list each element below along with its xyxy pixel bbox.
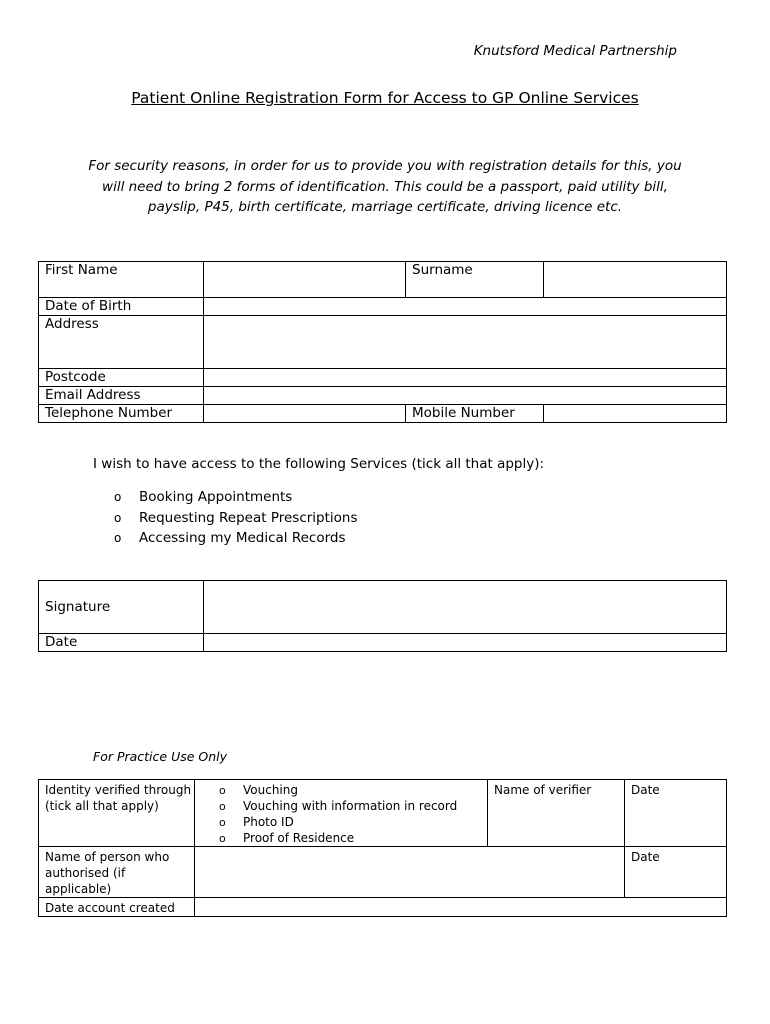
postcode-label: Postcode	[39, 369, 204, 387]
services-intro: I wish to have access to the following Services (tick all that apply):	[93, 456, 545, 472]
practice-use-heading: For Practice Use Only	[93, 749, 228, 764]
mobile-field[interactable]	[544, 405, 727, 423]
verification-option[interactable]	[195, 782, 487, 798]
name-of-verifier-label: Name of verifier	[488, 780, 625, 847]
address-label: Address	[39, 316, 204, 369]
verification-options	[195, 782, 487, 846]
checkbox-circle-icon[interactable]: o	[219, 784, 226, 797]
account-created-field[interactable]	[195, 898, 727, 917]
security-note: For security reasons, in order for us to provide you with registration details for this, you will need to bring 2 forms of identification. This could be a passport, paid utility bill, payslip, P45, birth certificate, marriage certificate, driving licence etc.	[88, 158, 682, 215]
signature-date-field[interactable]	[204, 634, 727, 652]
signature-table	[38, 580, 727, 652]
verification-option[interactable]	[195, 830, 487, 846]
verification-option-label: Proof of Residence	[243, 831, 355, 845]
checkbox-circle-icon[interactable]: o	[114, 510, 122, 525]
checkbox-circle-icon[interactable]: o	[114, 531, 122, 545]
identity-verified-label: Identity verified through (tick all that apply)	[39, 780, 195, 847]
service-label: Accessing my Medical Records	[139, 530, 346, 546]
verification-option-label: Vouching	[243, 783, 298, 797]
service-option-booking[interactable]	[114, 487, 358, 508]
first-name-label: First Name	[39, 262, 204, 298]
signature-label: Signature	[39, 581, 204, 634]
checkbox-circle-icon[interactable]: o	[219, 800, 226, 813]
signature-date-label: Date	[39, 634, 204, 652]
authoriser-label: Name of person who authorised (if applicable)	[39, 847, 195, 898]
patient-details-table	[38, 261, 727, 423]
verifier-date-label: Date	[625, 780, 727, 847]
practice-use-table	[38, 779, 727, 917]
dob-field[interactable]	[204, 298, 727, 316]
dob-label: Date of Birth	[39, 298, 204, 316]
verification-option[interactable]	[195, 798, 487, 814]
verification-option-label: Photo ID	[243, 815, 294, 829]
services-list	[114, 487, 358, 549]
verification-options-cell	[195, 780, 488, 847]
practice-name: Knutsford Medical Partnership	[473, 43, 677, 59]
postcode-field[interactable]	[204, 369, 727, 387]
service-label: Booking Appointments	[139, 489, 293, 505]
service-label: Requesting Repeat Prescriptions	[139, 509, 358, 526]
authoriser-field[interactable]	[195, 847, 625, 898]
service-option-prescriptions[interactable]	[114, 508, 358, 529]
authoriser-date-label: Date	[625, 847, 727, 898]
verification-option-label: Vouching with information in record	[243, 799, 458, 813]
email-field[interactable]	[204, 387, 727, 405]
checkbox-circle-icon[interactable]: o	[219, 832, 226, 845]
verification-option[interactable]	[195, 814, 487, 830]
surname-field[interactable]	[544, 262, 727, 298]
mobile-label: Mobile Number	[406, 405, 544, 423]
surname-label: Surname	[406, 262, 544, 298]
email-label: Email Address	[39, 387, 204, 405]
telephone-field[interactable]	[204, 405, 406, 423]
first-name-field[interactable]	[204, 262, 406, 298]
checkbox-circle-icon[interactable]: o	[219, 816, 226, 829]
checkbox-circle-icon[interactable]: o	[114, 490, 122, 504]
account-created-label: Date account created	[39, 898, 195, 917]
address-field[interactable]	[204, 316, 727, 369]
page-title: Patient Online Registration Form for Access to GP Online Services	[131, 89, 639, 107]
service-option-records[interactable]	[114, 528, 358, 549]
signature-field[interactable]	[204, 581, 727, 634]
telephone-label: Telephone Number	[39, 405, 204, 423]
